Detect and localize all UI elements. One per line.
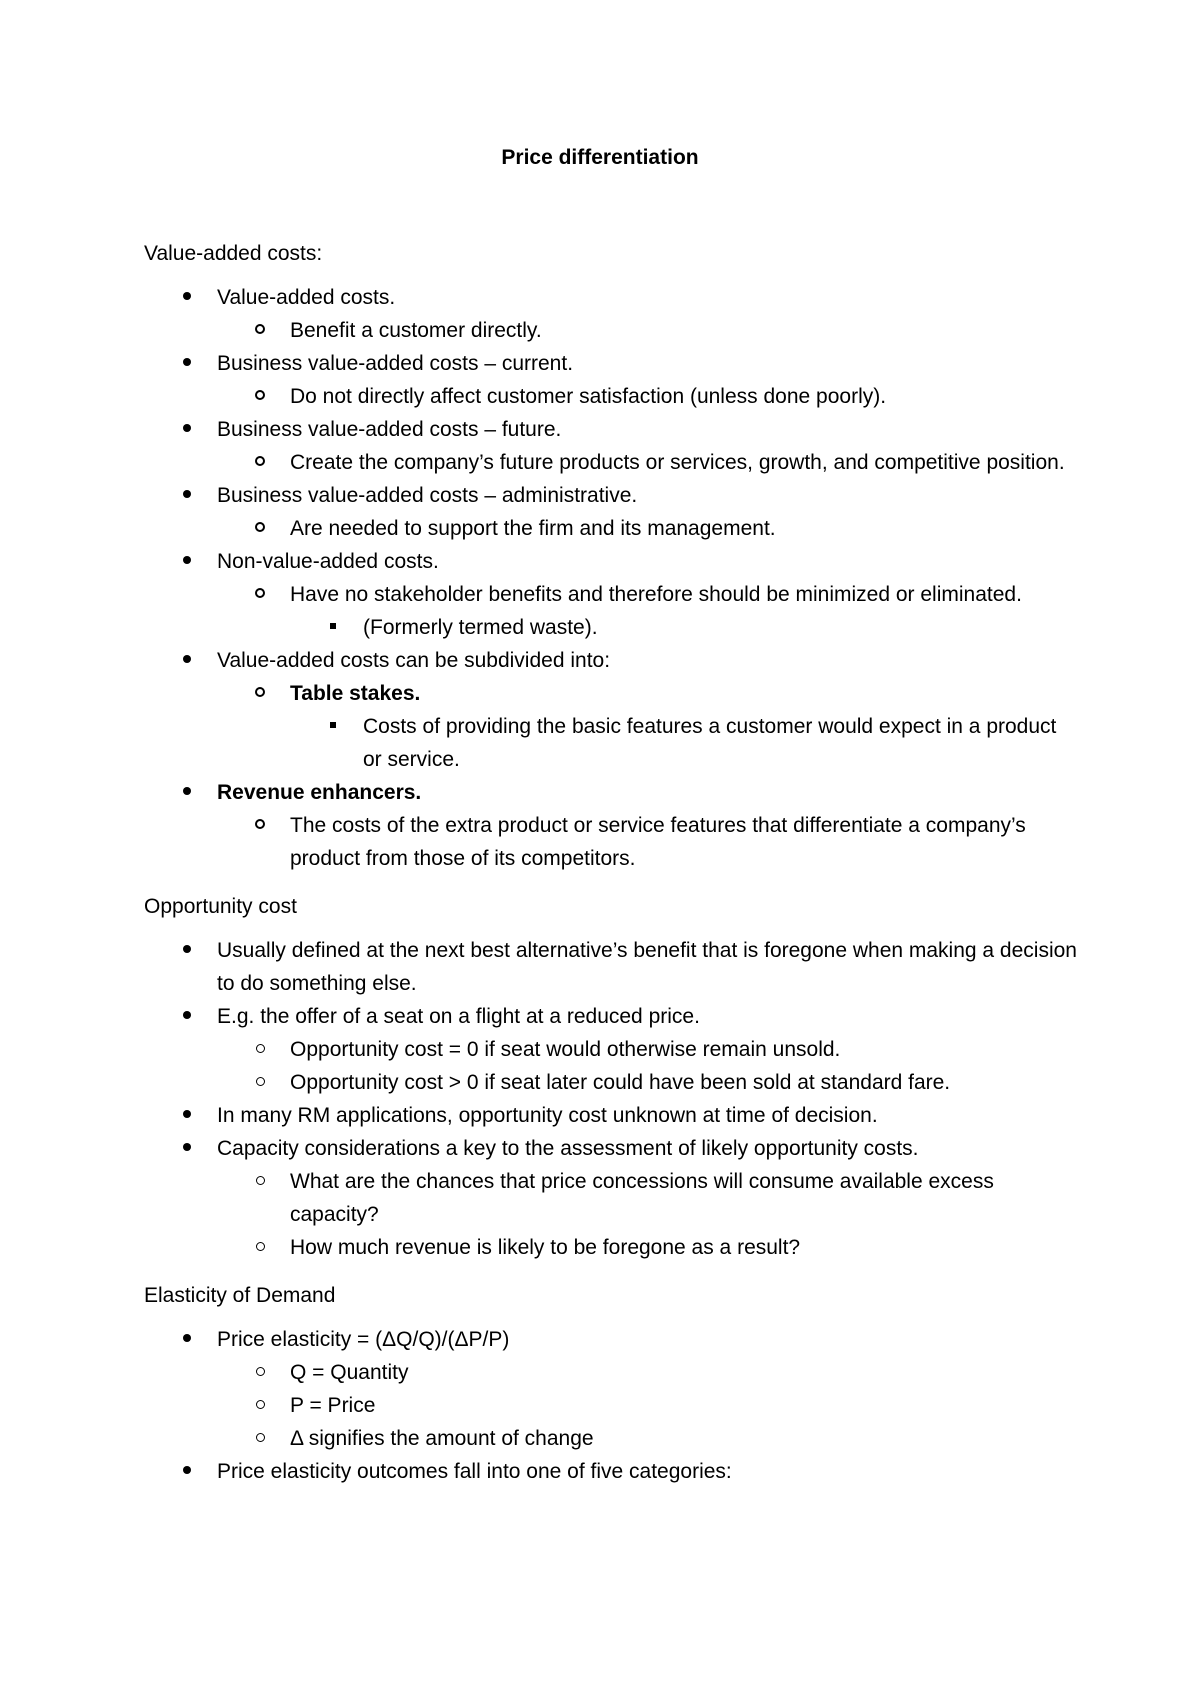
list-item — [144, 1000, 1080, 1033]
list-item-text: Revenue enhancers. — [217, 781, 422, 804]
list-item-text: Business value-added costs – current. — [217, 352, 574, 375]
list-item-text: Table stakes. — [290, 682, 421, 705]
circle-bullet-icon — [250, 1165, 270, 1198]
disc-bullet-icon — [177, 1000, 197, 1033]
list-item-text: Opportunity cost > 0 if seat later could have been sold at standard fare. — [290, 1071, 951, 1094]
list-item — [144, 644, 1080, 677]
section — [144, 890, 1080, 1264]
list-item — [144, 578, 1080, 611]
square-bullet-icon — [323, 611, 343, 644]
bullet-list — [144, 934, 1080, 1264]
section-heading: Elasticity of Demand — [144, 1284, 336, 1307]
list-item-text: Value-added costs. — [217, 286, 396, 309]
list-item — [144, 512, 1080, 545]
list-item-text: Have no stakeholder benefits and therefore should be minimized or eliminated. — [290, 583, 1022, 606]
list-item — [144, 1455, 1080, 1488]
page-title: Price differentiation — [501, 146, 699, 169]
list-item-text: Non-value-added costs. — [217, 550, 439, 573]
circle-bullet-icon — [250, 1422, 270, 1455]
list-item — [144, 1389, 1080, 1422]
list-item — [144, 1422, 1080, 1455]
list-item-text: (Formerly termed waste). — [363, 616, 598, 639]
list-item-text: The costs of the extra product or service features that differentiate a company’s product from those of its competitors. — [290, 814, 1026, 870]
circle-bold-bullet-icon — [250, 578, 270, 611]
disc-bullet-icon — [177, 1099, 197, 1132]
list-item-text: What are the chances that price concessions will consume available excess capacity? — [290, 1170, 994, 1226]
list-item — [144, 1323, 1080, 1356]
bullet-list — [144, 281, 1080, 875]
list-item-text: Costs of providing the basic features a customer would expect in a product or service. — [363, 715, 1057, 771]
bullet-list — [144, 1323, 1080, 1488]
list-item-text: Usually defined at the next best alternative’s benefit that is foregone when making a decision to do something else. — [217, 939, 1077, 995]
disc-bullet-icon — [177, 413, 197, 446]
list-item-text: Price elasticity outcomes fall into one of five categories: — [217, 1460, 732, 1483]
list-item — [144, 611, 1080, 644]
disc-bullet-icon — [177, 281, 197, 314]
circle-bullet-icon — [250, 1389, 270, 1422]
list-item — [144, 1033, 1080, 1066]
list-item — [144, 1066, 1080, 1099]
circle-bold-bullet-icon — [250, 446, 270, 479]
list-item — [144, 677, 1080, 710]
list-item-text: Business value-added costs – administrative. — [217, 484, 638, 507]
list-item — [144, 934, 1080, 1000]
disc-bullet-icon — [177, 934, 197, 967]
list-item-text: Δ signifies the amount of change — [290, 1427, 594, 1450]
list-item — [144, 1231, 1080, 1264]
list-item — [144, 1099, 1080, 1132]
list-item-text: Do not directly affect customer satisfaction (unless done poorly). — [290, 385, 887, 408]
list-item-text: How much revenue is likely to be foregone as a result? — [290, 1236, 801, 1259]
circle-bullet-icon — [250, 1356, 270, 1389]
list-item — [144, 446, 1080, 479]
list-item-text: Price elasticity = (ΔQ/Q)/(ΔP/P) — [217, 1328, 510, 1351]
list-item-text: Are needed to support the firm and its management. — [290, 517, 776, 540]
disc-bullet-icon — [177, 545, 197, 578]
list-item-text: In many RM applications, opportunity cost unknown at time of decision. — [217, 1104, 878, 1127]
section-heading: Opportunity cost — [144, 895, 297, 918]
section-heading: Value-added costs: — [144, 242, 323, 265]
list-item-text: Capacity considerations a key to the assessment of likely opportunity costs. — [217, 1137, 919, 1160]
circle-bold-bullet-icon — [250, 512, 270, 545]
square-bullet-icon — [323, 710, 343, 743]
list-item — [144, 347, 1080, 380]
circle-bullet-icon — [250, 1066, 270, 1099]
circle-bullet-icon — [250, 1033, 270, 1066]
circle-bullet-icon — [250, 1231, 270, 1264]
disc-bullet-icon — [177, 347, 197, 380]
circle-bold-bullet-icon — [250, 314, 270, 347]
list-item — [144, 776, 1080, 809]
list-item — [144, 545, 1080, 578]
disc-bullet-icon — [177, 776, 197, 809]
disc-bullet-icon — [177, 1132, 197, 1165]
disc-bullet-icon — [177, 479, 197, 512]
list-item — [144, 380, 1080, 413]
list-item — [144, 1356, 1080, 1389]
list-item — [144, 281, 1080, 314]
list-item — [144, 1132, 1080, 1165]
circle-bold-bullet-icon — [250, 380, 270, 413]
list-item-text: Create the company’s future products or services, growth, and competitive position. — [290, 451, 1065, 474]
document-body — [144, 237, 1080, 1488]
list-item-text: P = Price — [290, 1394, 376, 1417]
list-item-text: Business value-added costs – future. — [217, 418, 562, 441]
list-item — [144, 314, 1080, 347]
disc-bullet-icon — [177, 1455, 197, 1488]
circle-bold-bullet-icon — [250, 677, 270, 710]
list-item — [144, 710, 1080, 776]
list-item — [144, 1165, 1080, 1231]
list-item — [144, 413, 1080, 446]
list-item-text: Value-added costs can be subdivided into: — [217, 649, 611, 672]
section — [144, 237, 1080, 875]
list-item-text: Opportunity cost = 0 if seat would otherwise remain unsold. — [290, 1038, 841, 1061]
list-item-text: E.g. the offer of a seat on a flight at a reduced price. — [217, 1005, 700, 1028]
list-item-text: Q = Quantity — [290, 1361, 409, 1384]
list-item — [144, 479, 1080, 512]
section — [144, 1279, 1080, 1488]
list-item — [144, 809, 1080, 875]
list-item-text: Benefit a customer directly. — [290, 319, 542, 342]
disc-bullet-icon — [177, 644, 197, 677]
circle-bold-bullet-icon — [250, 809, 270, 842]
disc-bullet-icon — [177, 1323, 197, 1356]
